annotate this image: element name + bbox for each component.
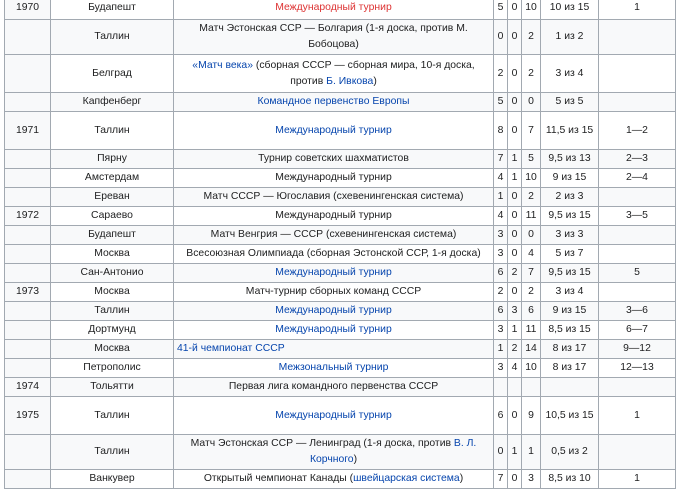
place-cell <box>599 188 676 207</box>
place-cell: 6—7 <box>599 321 676 340</box>
place-cell <box>599 435 676 470</box>
city-cell: Таллин <box>51 20 174 55</box>
draws-cell: 2 <box>522 188 541 207</box>
points-cell <box>541 378 599 397</box>
year-cell <box>5 93 51 112</box>
place-cell: 3—5 <box>599 207 676 226</box>
wins-cell: 1 <box>494 340 508 359</box>
place-cell <box>599 93 676 112</box>
draws-cell: 2 <box>522 283 541 302</box>
table-row <box>5 264 676 283</box>
losses-cell: 0 <box>508 0 522 20</box>
year-cell <box>5 245 51 264</box>
event-link[interactable]: 41-й чемпионат СССР <box>177 343 285 354</box>
table-row <box>5 378 676 397</box>
city-cell: Москва <box>51 283 174 302</box>
losses-cell: 1 <box>508 169 522 188</box>
table-row <box>5 169 676 188</box>
city-cell: Петрополис <box>51 359 174 378</box>
points-cell: 8,5 из 10 <box>541 470 599 489</box>
losses-cell: 4 <box>508 359 522 378</box>
city-cell: Сан-Антонио <box>51 264 174 283</box>
year-cell <box>5 169 51 188</box>
event-cell <box>174 470 494 489</box>
points-cell: 9,5 из 15 <box>541 264 599 283</box>
draws-cell <box>522 378 541 397</box>
place-cell: 2—4 <box>599 169 676 188</box>
points-cell: 10 из 15 <box>541 0 599 20</box>
event-link[interactable]: швейцарская система <box>353 473 460 484</box>
place-cell: 1 <box>599 470 676 489</box>
event-text: Международный турнир <box>275 172 392 183</box>
table-row <box>5 359 676 378</box>
place-cell: 2—3 <box>599 150 676 169</box>
wins-cell: 2 <box>494 55 508 93</box>
event-text: ) <box>459 473 464 484</box>
draws-cell: 0 <box>522 93 541 112</box>
event-cell <box>174 169 494 188</box>
event-link[interactable]: В. Л. Корчного <box>309 438 477 465</box>
year-cell: 1971 <box>5 112 51 150</box>
table-row <box>5 0 676 20</box>
draws-cell: 4 <box>522 245 541 264</box>
city-cell: Капфенберг <box>51 93 174 112</box>
place-cell: 1—2 <box>599 112 676 150</box>
city-cell: Белград <box>51 55 174 93</box>
points-cell: 8 из 17 <box>541 359 599 378</box>
city-cell: Будапешт <box>51 226 174 245</box>
wins-cell: 7 <box>494 470 508 489</box>
wins-cell: 0 <box>494 20 508 55</box>
draws-cell: 1 <box>522 435 541 470</box>
year-cell <box>5 264 51 283</box>
points-cell: 9 из 15 <box>541 302 599 321</box>
event-cell <box>174 20 494 55</box>
place-cell <box>599 283 676 302</box>
event-text: Матч СССР — Югославия (схевенингенская система) <box>203 191 464 202</box>
year-cell: 1975 <box>5 397 51 435</box>
city-cell: Таллин <box>51 435 174 470</box>
place-cell: 9—12 <box>599 340 676 359</box>
losses-cell: 1 <box>508 321 522 340</box>
points-cell: 8 из 17 <box>541 340 599 359</box>
event-cell <box>174 55 494 93</box>
wins-cell: 3 <box>494 321 508 340</box>
event-cell <box>174 188 494 207</box>
table-row <box>5 55 676 93</box>
place-cell: 12—13 <box>599 359 676 378</box>
event-cell <box>174 340 494 359</box>
wins-cell: 6 <box>494 264 508 283</box>
draws-cell: 5 <box>522 150 541 169</box>
city-cell: Амстердам <box>51 169 174 188</box>
city-cell: Тольятти <box>51 378 174 397</box>
event-text: ) <box>353 454 358 465</box>
event-link[interactable]: Международный турнир <box>275 324 392 335</box>
losses-cell: 0 <box>508 283 522 302</box>
year-cell <box>5 302 51 321</box>
event-cell <box>174 150 494 169</box>
event-text: ) <box>373 75 377 87</box>
table-row <box>5 321 676 340</box>
points-cell: 3 из 4 <box>541 55 599 93</box>
losses-cell: 0 <box>508 245 522 264</box>
draws-cell: 10 <box>522 169 541 188</box>
table-row <box>5 470 676 489</box>
losses-cell: 1 <box>508 435 522 470</box>
year-cell <box>5 55 51 93</box>
event-cell <box>174 226 494 245</box>
wins-cell: 3 <box>494 245 508 264</box>
points-cell: 10,5 из 15 <box>541 397 599 435</box>
year-cell <box>5 359 51 378</box>
points-cell: 11,5 из 15 <box>541 112 599 150</box>
event-cell <box>174 207 494 226</box>
city-cell: Сараево <box>51 207 174 226</box>
wins-cell <box>494 378 508 397</box>
year-cell <box>5 150 51 169</box>
city-cell: Таллин <box>51 112 174 150</box>
table-row <box>5 245 676 264</box>
points-cell: 2 из 3 <box>541 188 599 207</box>
event-link[interactable]: Б. Ивкова <box>326 75 374 87</box>
points-cell: 9,5 из 13 <box>541 150 599 169</box>
points-cell: 0,5 из 2 <box>541 435 599 470</box>
losses-cell: 0 <box>508 207 522 226</box>
event-link[interactable]: Межзональный турнир <box>278 362 389 373</box>
city-cell: Москва <box>51 340 174 359</box>
place-cell: 5 <box>599 264 676 283</box>
draws-cell: 10 <box>522 359 541 378</box>
losses-cell: 0 <box>508 226 522 245</box>
table-row <box>5 150 676 169</box>
event-link[interactable]: Международный турнир <box>275 267 392 278</box>
year-cell <box>5 321 51 340</box>
draws-cell: 7 <box>522 112 541 150</box>
draws-cell: 11 <box>522 207 541 226</box>
city-cell: Таллин <box>51 397 174 435</box>
table-row <box>5 226 676 245</box>
losses-cell: 0 <box>508 55 522 93</box>
losses-cell: 0 <box>508 470 522 489</box>
city-cell: Ереван <box>51 188 174 207</box>
draws-cell: 9 <box>522 397 541 435</box>
points-cell: 8,5 из 15 <box>541 321 599 340</box>
tournament-results-table <box>4 0 676 489</box>
event-text: Турнир советских шахматистов <box>258 153 409 164</box>
event-cell <box>174 397 494 435</box>
points-cell: 5 из 5 <box>541 93 599 112</box>
losses-cell: 0 <box>508 397 522 435</box>
points-cell: 1 из 2 <box>541 20 599 55</box>
draws-cell: 10 <box>522 0 541 20</box>
event-cell <box>174 245 494 264</box>
event-text: Матч Эстонская ССР — Ленинград (1-я доска, против <box>190 438 454 449</box>
table-row <box>5 207 676 226</box>
losses-cell: 2 <box>508 264 522 283</box>
city-cell: Дортмунд <box>51 321 174 340</box>
event-link[interactable]: Международный турнир <box>275 124 392 136</box>
place-cell <box>599 20 676 55</box>
table-row <box>5 340 676 359</box>
city-cell: Пярну <box>51 150 174 169</box>
losses-cell <box>508 378 522 397</box>
wins-cell: 4 <box>494 207 508 226</box>
place-cell: 1 <box>599 0 676 20</box>
city-cell: Ванкувер <box>51 470 174 489</box>
event-cell <box>174 0 494 20</box>
event-text: Матч Венгрия — СССР (схевенингенская система) <box>210 229 457 240</box>
losses-cell: 1 <box>508 150 522 169</box>
points-cell: 5 из 7 <box>541 245 599 264</box>
wins-cell: 5 <box>494 0 508 20</box>
wins-cell: 5 <box>494 93 508 112</box>
city-cell: Будапешт <box>51 0 174 20</box>
points-cell: 3 из 4 <box>541 283 599 302</box>
event-text: Матч Эстонская ССР — Болгария (1-я доска, против М. Бобоцова) <box>199 23 468 50</box>
year-cell <box>5 470 51 489</box>
table-row <box>5 435 676 470</box>
wins-cell: 8 <box>494 112 508 150</box>
city-cell: Москва <box>51 245 174 264</box>
event-text: Открытый чемпионат Канады ( <box>203 473 354 484</box>
draws-cell: 11 <box>522 321 541 340</box>
table-row <box>5 112 676 150</box>
place-cell <box>599 378 676 397</box>
year-cell: 1973 <box>5 283 51 302</box>
wins-cell: 2 <box>494 283 508 302</box>
place-cell <box>599 245 676 264</box>
event-cell <box>174 378 494 397</box>
table-row <box>5 397 676 435</box>
event-cell <box>174 359 494 378</box>
place-cell <box>599 226 676 245</box>
table-body <box>5 0 676 489</box>
place-cell: 3—6 <box>599 302 676 321</box>
year-cell <box>5 435 51 470</box>
table-row <box>5 302 676 321</box>
event-link[interactable]: Международный турнир <box>275 2 392 13</box>
points-cell: 9 из 15 <box>541 169 599 188</box>
year-cell <box>5 340 51 359</box>
wins-cell: 7 <box>494 150 508 169</box>
event-cell <box>174 264 494 283</box>
place-cell: 1 <box>599 397 676 435</box>
points-cell: 3 из 3 <box>541 226 599 245</box>
draws-cell: 2 <box>522 55 541 93</box>
draws-cell: 3 <box>522 470 541 489</box>
year-cell: 1972 <box>5 207 51 226</box>
losses-cell: 0 <box>508 112 522 150</box>
year-cell: 1970 <box>5 0 51 20</box>
event-text: Матч-турнир сборных команд СССР <box>245 286 422 297</box>
draws-cell: 14 <box>522 340 541 359</box>
wins-cell: 0 <box>494 435 508 470</box>
wins-cell: 3 <box>494 359 508 378</box>
event-link[interactable]: Международный турнир <box>275 409 392 421</box>
table-row <box>5 93 676 112</box>
event-cell <box>174 302 494 321</box>
event-link[interactable]: Командное первенство Европы <box>257 96 410 107</box>
table-row <box>5 20 676 55</box>
event-cell <box>174 435 494 470</box>
event-text: (сборная СССР — сборная мира, 10-я доска, против <box>252 59 475 87</box>
table-row <box>5 283 676 302</box>
table-row <box>5 188 676 207</box>
draws-cell: 6 <box>522 302 541 321</box>
losses-cell: 0 <box>508 93 522 112</box>
event-text: Международный турнир <box>275 210 392 221</box>
year-cell <box>5 188 51 207</box>
wins-cell: 1 <box>494 188 508 207</box>
losses-cell: 3 <box>508 302 522 321</box>
losses-cell: 0 <box>508 188 522 207</box>
event-text: Всесоюзная Олимпиада (сборная Эстонской ССР, 1-я доска) <box>186 248 481 259</box>
year-cell <box>5 20 51 55</box>
draws-cell: 2 <box>522 20 541 55</box>
event-cell <box>174 321 494 340</box>
year-cell: 1974 <box>5 378 51 397</box>
event-text: Первая лига командного первенства СССР <box>228 381 439 392</box>
wins-cell: 6 <box>494 302 508 321</box>
wins-cell: 4 <box>494 169 508 188</box>
event-cell <box>174 93 494 112</box>
draws-cell: 0 <box>522 226 541 245</box>
points-cell: 9,5 из 15 <box>541 207 599 226</box>
wins-cell: 3 <box>494 226 508 245</box>
year-cell <box>5 226 51 245</box>
losses-cell: 2 <box>508 340 522 359</box>
event-cell <box>174 283 494 302</box>
event-link[interactable]: Международный турнир <box>275 305 392 316</box>
draws-cell: 7 <box>522 264 541 283</box>
wins-cell: 6 <box>494 397 508 435</box>
event-link[interactable]: «Матч века» <box>192 59 253 71</box>
losses-cell: 0 <box>508 20 522 55</box>
place-cell <box>599 55 676 93</box>
city-cell: Таллин <box>51 302 174 321</box>
event-cell <box>174 112 494 150</box>
